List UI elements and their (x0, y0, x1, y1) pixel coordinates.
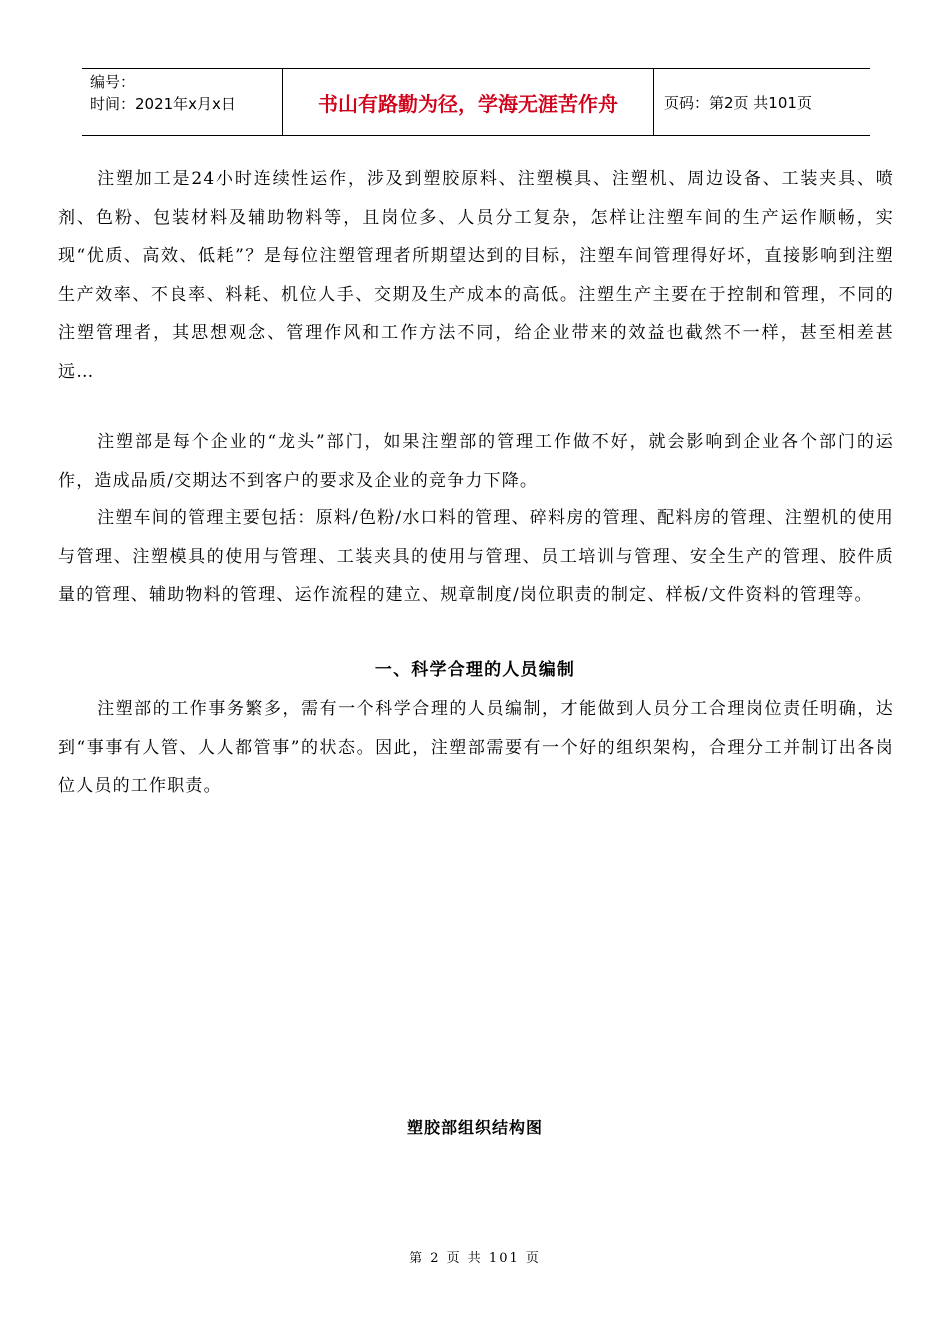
section-heading: 一、科学合理的人员编制 (374, 660, 576, 680)
document-number-label: 编号： (90, 73, 136, 91)
body-paragraph-3 (58, 499, 894, 615)
paragraph-text: 注塑车间的管理主要包括：原料/色粉/水口料的管理、碎料房的管理、配料房的管理、注塑机的使用与管理、注塑模具的使用与管理、工装夹具的使用与管理、员工培训与管理、安全生产的管理、胶件质量的管理、辅助物料的管理、运作流程的建立、规章制度/岗位职责的制定、样板/文件资料的管理等。 (58, 508, 894, 605)
page-header (82, 68, 870, 136)
org-chart-title: 塑胶部组织结构图 (406, 1118, 543, 1137)
body-paragraph-1 (58, 160, 894, 391)
section-paragraph (58, 690, 894, 806)
header-meta (82, 69, 282, 135)
paragraph-text: 注塑加工是24小时连续性运作，涉及到塑胶原料、注塑模具、注塑机、周边设备、工装夹具、喷剂、色粉、包装材料及辅助物料等，且岗位多、人员分工复杂，怎样让注塑车间的生产运作顺畅，实现“优质、高效、低耗”？是每位注塑管理者所期望达到的目标，注塑车间管理得好坏，直接影响到注塑生产效率、不良率、料耗、机位人手、交期及生产成本的高低。注塑生产主要在于控制和管理，不同的注塑管理者，其思想观念、管理作风和工作方法不同，给企业带来的效益也截然不一样，甚至相差甚远… (58, 169, 894, 382)
document-date-label: 时间：2021年x月x日 (90, 95, 236, 113)
paragraph-text: 注塑部的工作事务繁多，需有一个科学合理的人员编制，才能做到人员分工合理岗位责任明确，达到“事事有人管、人人都管事”的状态。因此，注塑部需要有一个好的组织架构，合理分工并制订出各岗位人员的工作职责。 (58, 699, 894, 796)
header-motto: 书山有路勤为径，学海无涯苦作舟 (282, 69, 654, 135)
page-footer: 第 2 页 共 101 页 (409, 1251, 541, 1266)
body-paragraph-2 (58, 423, 894, 500)
paragraph-text: 注塑部是每个企业的“龙头”部门，如果注塑部的管理工作做不好，就会影响到企业各个部门的运作，造成品质/交期达不到客户的要求及企业的竞争力下降。 (58, 432, 894, 491)
header-page-number: 页码：第2页 共101页 (664, 93, 812, 112)
